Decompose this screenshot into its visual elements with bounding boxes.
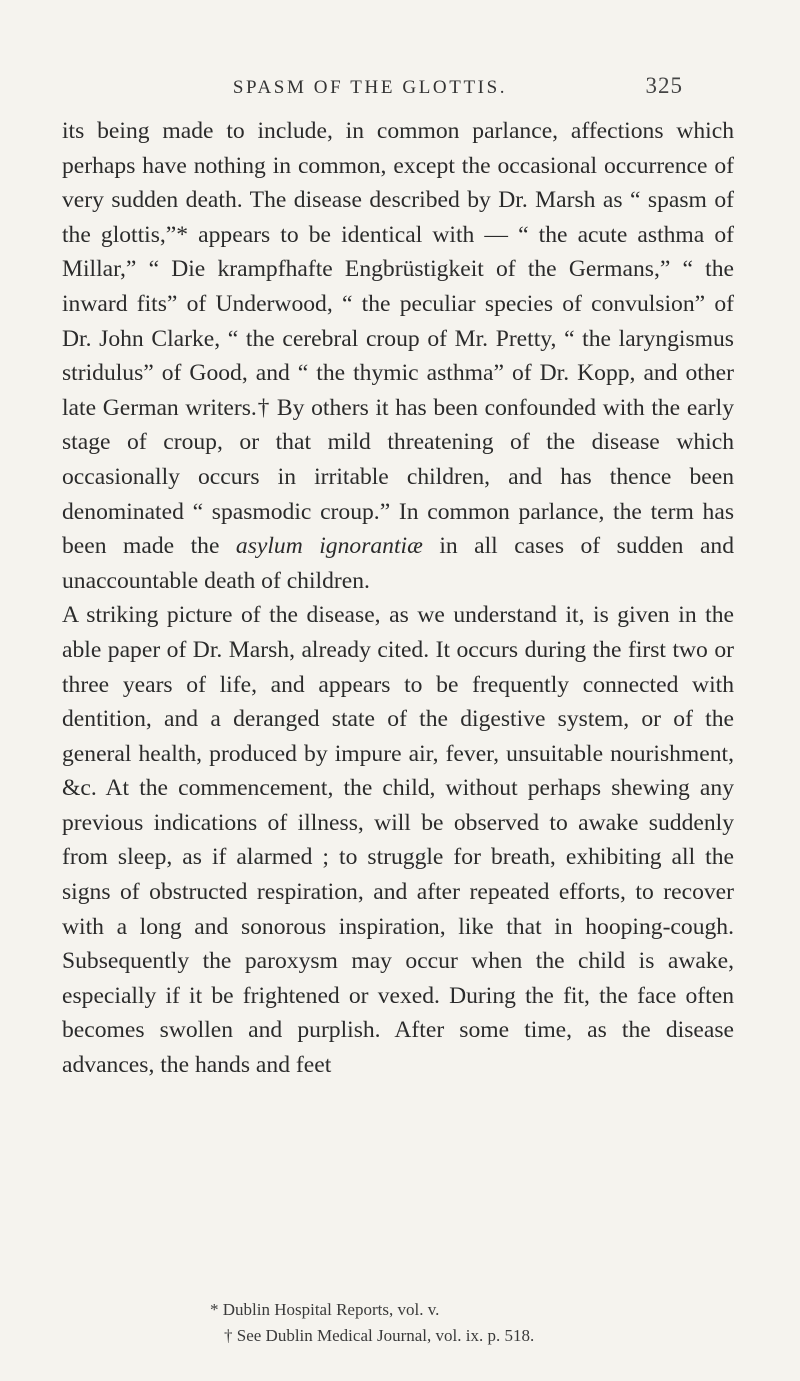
footnotes (210, 1297, 534, 1349)
paragraph-1-text-a: its being made to include, in common parlance, affections which perhaps have nothing in common, except the occasional occurrence of very sudden death. The disease described by Dr. Marsh as “ spasm of the glottis,”* appears to be identical with — “ the acute asthma of Millar,” “ Die krampfhafte Engbrüstigkeit of the Germans,” “ the inward fits” of Underwood, “ the peculiar species of convulsion” of Dr. John Clarke, “ the cerebral croup of Mr. Pretty, “ the laryngismus stridulus” of Good, and “ the thymic asthma” of Dr. Kopp, and other late German writers.† By others it has been confounded with the early stage of croup, or that mild threatening of the disease which occasionally occurs in irritable children, and has thence been denominated “ spasmodic croup.” In common parlance, the term has been made the (62, 118, 734, 560)
page-number: 325 (645, 73, 683, 98)
paragraph-1 (62, 114, 734, 598)
body-text (62, 114, 734, 1083)
running-title: SPASM OF THE GLOTTIS. (232, 77, 508, 98)
paragraph-1-text-b: in all cases of sudden and unaccountable death of children. (62, 533, 735, 594)
footnote-1: * Dublin Hospital Reports, vol. v. (210, 1300, 440, 1319)
paragraph-2: A striking picture of the disease, as we understand it, is given in the able paper of Dr. Marsh, already cited. It occurs during the first two or three years of life, and appears to be frequently connected with dentition, and a deranged state of the digestive system, or of the general health, produced by impure air, fever, unsuitable nourishment, &c. At the commencement, the child, without perhaps shewing any previous indications of illness, will be observed to awake suddenly from sleep, as if alarmed ; to struggle for breath, exhibiting all the signs of obstructed respiration, and after repeated efforts, to recover with a long and sonorous inspiration, like that in hooping-cough. Subsequently the paroxysm may occur when the child is awake, especially if it be frightened or vexed. During the fit, the face often becomes swollen and purplish. After some time, as the disease advances, the hands and feet (62, 602, 734, 1079)
latin-phrase: asylum ignorantiæ (235, 533, 423, 560)
footnote-2: † See Dublin Medical Journal, vol. ix. p. 518. (224, 1326, 535, 1345)
